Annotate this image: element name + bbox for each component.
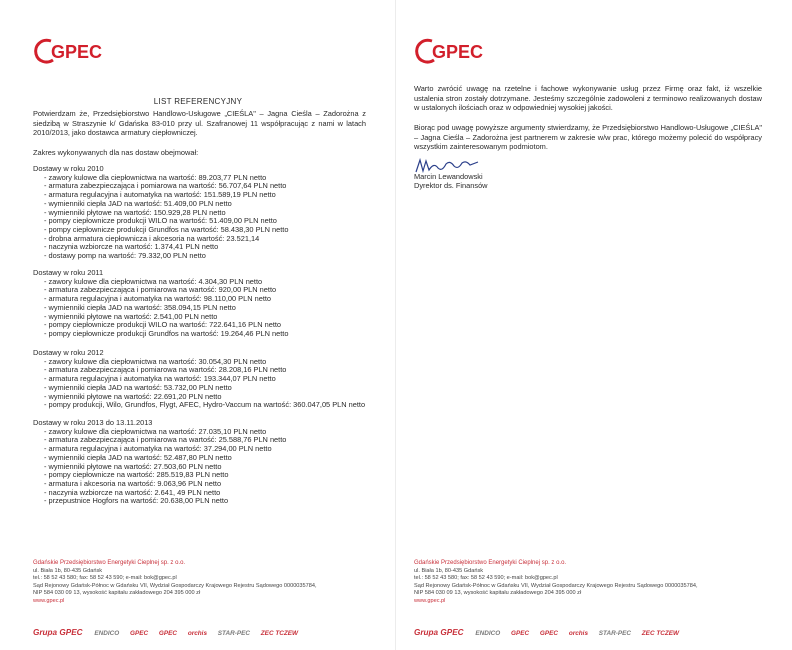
delivery-item: - zawory kulowe dla ciepłownictwa na wartość: 27.035,10 PLN netto (44, 426, 267, 436)
gpec-logo (33, 36, 123, 66)
signer-name: Marcin Lewandowski (414, 172, 483, 181)
delivery-item: - zawory kulowe dla ciepłownictwa na wartość: 89.203,77 PLN netto (44, 172, 267, 182)
delivery-item: - naczynia wzbiorcze na wartość: 1.374,41 PLN netto (44, 242, 219, 252)
scope-line: Zakres wykonywanych dla nas dostaw obejmował: (33, 148, 199, 157)
gpec-logo (414, 36, 504, 66)
delivery-item: - wymienniki ciepła JAD na wartość: 51.409,00 PLN netto (44, 198, 232, 208)
footer-contact: tel.: 58 52 43 580; fax: 58 52 43 590; e-mail: bok@gpec.pl (33, 575, 177, 582)
year-block-2010 (33, 165, 288, 261)
intro-paragraph: Potwierdzam że, Przedsiębiorstwo Handlowo-Usługowe „CIEŚLA" – Jagna Cieśla – Zadorożna z siedzibą w Straszynie k/ Gdańska 83-010 przy ul. Szafranowej 11 współpracując z nami w latach 2010/2013, jako dostawca armatury ciepłowniczej. (33, 109, 366, 138)
delivery-item: - pompy ciepłownicze na wartość: 285.519,83 PLN netto (44, 470, 229, 480)
delivery-list (33, 358, 365, 410)
footer-nip: NIP 584 030 09 13, wysokość kapitału zakładowego 204 395 000 zł (414, 590, 582, 597)
delivery-item: - armatura zabezpieczająca i pomiarowa na wartość: 56.707,64 PLN netto (44, 181, 287, 191)
company-footer (33, 560, 317, 606)
delivery-list (33, 278, 288, 339)
delivery-item: - pompy ciepłownicze produkcji Grundfos na wartość: 58.438,30 PLN netto (44, 224, 289, 234)
brand-logo: orchis (568, 630, 589, 637)
delivery-item: - naczynia wzbiorcze na wartość: 2.641, 49 PLN netto (44, 487, 221, 497)
delivery-item: - armatura zabezpieczająca i pomiarowa na wartość: 920,00 PLN netto (44, 285, 277, 295)
delivery-item: - pompy ciepłownicze produkcji WILO na wartość: 51.409,00 PLN netto (44, 216, 277, 226)
delivery-item: - wymienniki płytowe na wartość: 27.503,60 PLN netto (44, 461, 222, 471)
delivery-item: - pompy ciepłownicze produkcji WILO na wartość: 722.641,16 PLN netto (44, 320, 282, 330)
delivery-item: - wymienniki płytowe na wartość: 2.541,00 PLN netto (44, 311, 218, 321)
footer-www-link[interactable]: www.gpec.pl (33, 597, 65, 604)
delivery-item: - zawory kulowe dla ciepłownictwa na wartość: 4.304,30 PLN netto (44, 276, 263, 286)
delivery-item: - armatura i akcesoria na wartość: 9.063,96 PLN netto (44, 478, 222, 488)
footer-address: ul. Biała 1b, 80-435 Gdańsk (414, 567, 484, 574)
footer-contact: tel.: 58 52 43 580; fax: 58 52 43 590; e-mail: bok@gpec.pl (414, 575, 558, 582)
delivery-item: - zawory kulowe dla ciepłownictwa na wartość: 30.054,30 PLN netto (44, 356, 267, 366)
year-heading: Dostawy w roku 2011 (33, 268, 104, 277)
brand-logo: ENDICO (475, 630, 501, 637)
letter-title: LIST REFERENCYJNY (153, 97, 243, 106)
delivery-item: - pompy produkcji, Wilo, Grundfos, Flygt, AFEC, Hydro-Vaccum na wartość: 360.047,05 PLN netto (44, 400, 366, 410)
brand-logo: STAR-PEC (598, 630, 631, 637)
footer-nip: NIP 584 030 09 13, wysokość kapitału zakładowego 204 395 000 zł (33, 590, 201, 597)
delivery-item: - wymienniki ciepła JAD na wartość: 52.487,80 PLN netto (44, 452, 232, 462)
logo-text: GPEC (432, 42, 484, 62)
brand-logo: GPEC (158, 630, 178, 637)
footer-court: Sąd Rejonowy Gdańsk-Północ w Gdańsku VII, Wydział Gospodarczy Krajowego Rejestru Sądowego 0000035784, (414, 582, 698, 589)
delivery-list (33, 174, 288, 261)
footer-company-name: Gdańskie Przedsiębiorstwo Energetyki Cieplnej sp. z o.o. (414, 560, 567, 566)
brand-logo: Grupa GPEC (33, 628, 83, 637)
year-heading: Dostawy w roku 2013 do 13.11.2013 (33, 418, 153, 427)
delivery-item: - armatura zabezpieczająca i pomiarowa na wartość: 25.588,76 PLN netto (44, 435, 287, 445)
footer-company-name: Gdańskie Przedsiębiorstwo Energetyki Cieplnej sp. z o.o. (33, 560, 186, 566)
brand-logo: ENDICO (94, 630, 120, 637)
delivery-item: - armatura regulacyjna i automatyka na wartość: 193.344,07 PLN netto (44, 374, 276, 384)
brand-logo: STAR-PEC (217, 630, 250, 637)
brand-logo: GPEC (539, 630, 559, 637)
closing-paragraph-1: Warto zwrócić uwagę na rzetelne i fachowe wykonywanie usług przez Firmę oraz fakt, iż wszelkie ustalenia stron zostały dotrzymane. Jesteśmy szczególnie zadowoleni z terminowo realizowanych dostaw w ustalonych ilościach oraz w odpowiedniej wysokiej jakości. (414, 84, 762, 113)
delivery-item: - armatura regulacyjna i automatyka na wartość: 98.110,00 PLN netto (44, 294, 272, 304)
brand-logo: orchis (187, 630, 208, 637)
group-brand-bar (33, 628, 307, 638)
brand-logo: GPEC (130, 630, 149, 637)
brand-logo: ZEC TCZEW (641, 630, 680, 637)
company-footer (414, 560, 698, 606)
footer-www-link[interactable]: www.gpec.pl (414, 597, 446, 604)
logo-text: GPEC (51, 42, 103, 62)
delivery-item: - wymienniki płytowe na wartość: 22.691,20 PLN netto (44, 391, 222, 401)
footer-court: Sąd Rejonowy Gdańsk-Północ w Gdańsku VII, Wydział Gospodarczy Krajowego Rejestru Sądowego 0000035784, (33, 582, 317, 589)
brand-logo: Grupa GPEC (414, 628, 464, 637)
signer-title: Dyrektor ds. Finansów (414, 181, 488, 191)
signer-block (414, 172, 488, 190)
delivery-item: - wymienniki ciepła JAD na wartość: 53.732,00 PLN netto (44, 382, 232, 392)
delivery-item: - pompy ciepłownicze produkcji Grundfos na wartość: 19.264,46 PLN netto (44, 328, 289, 338)
delivery-list (33, 428, 286, 506)
year-heading: Dostawy w roku 2012 (33, 348, 104, 357)
brand-logo: GPEC (511, 630, 530, 637)
year-heading: Dostawy w roku 2010 (33, 164, 104, 173)
footer-address: ul. Biała 1b, 80-435 Gdańsk (33, 567, 103, 574)
delivery-item: - wymienniki płytowe na wartość: 150.929,28 PLN netto (44, 207, 226, 217)
year-block-2012 (33, 349, 365, 410)
brand-logo: ZEC TCZEW (260, 630, 299, 637)
delivery-item: - drobna armatura ciepłownicza i akcesoria na wartość: 23.521,14 (44, 233, 260, 243)
year-block-2011 (33, 269, 288, 339)
closing-paragraph-2: Biorąc pod uwagę powyższe argumenty stwierdzamy, że Przedsiębiorstwo Handlowo-Usługowe „CIEŚLA" – Jagna Cieśla – Zadorożna jest partnerem w zakresie w/w prac, którego możemy polecić do współpracy wszystkim zainteresowanym podmiotom. (414, 123, 762, 152)
delivery-item: - przepustnice Hogfors na wartość: 20.638,00 PLN netto (44, 496, 229, 506)
year-block-2013 (33, 419, 286, 506)
delivery-item: - dostawy pomp na wartość: 79.332,00 PLN netto (44, 251, 206, 261)
letter-page-right (396, 0, 792, 650)
delivery-item: - armatura zabezpieczająca i pomiarowa na wartość: 28.208,16 PLN netto (44, 365, 287, 375)
delivery-item: - armatura regulacyjna i automatyka na wartość: 151.589,19 PLN netto (44, 190, 276, 200)
group-brand-bar (414, 628, 688, 638)
delivery-item: - wymienniki ciepła JAD na wartość: 358.094,15 PLN netto (44, 302, 236, 312)
delivery-item: - armatura regulacyjna i automatyka na wartość: 37.294,00 PLN netto (44, 444, 272, 454)
